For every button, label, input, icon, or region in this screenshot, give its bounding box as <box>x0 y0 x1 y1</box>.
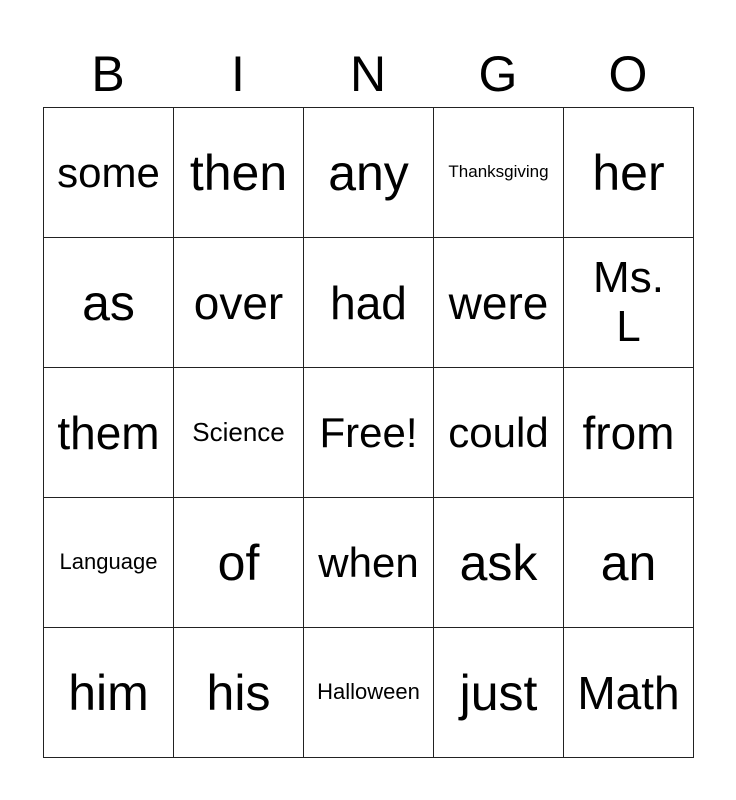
bingo-cell[interactable] <box>304 368 434 498</box>
bingo-cell[interactable] <box>174 628 304 758</box>
bingo-board <box>43 107 694 758</box>
bingo-cell[interactable] <box>564 498 694 628</box>
header-letter-n: N <box>349 46 387 102</box>
header-letter-o: O <box>608 46 648 102</box>
bingo-cell[interactable] <box>304 238 434 368</box>
cell-word: his <box>206 664 271 721</box>
cell-word: them <box>57 406 160 459</box>
bingo-cell[interactable] <box>304 498 434 628</box>
board-row <box>44 368 694 498</box>
bingo-cell[interactable] <box>174 108 304 238</box>
cell-word: just <box>459 664 538 721</box>
board-row <box>44 628 694 758</box>
cell-word: an <box>600 534 657 591</box>
bingo-cell[interactable] <box>44 628 174 758</box>
bingo-cell[interactable] <box>434 498 564 628</box>
cell-word: him <box>68 664 149 721</box>
bingo-cell[interactable] <box>564 628 694 758</box>
bingo-cell[interactable] <box>174 238 304 368</box>
bingo-cell[interactable] <box>564 368 694 498</box>
cell-word: Ms. L <box>593 253 664 351</box>
cell-word: Math <box>577 666 680 719</box>
cell-word: Thanksgiving <box>448 162 549 181</box>
cell-word: were <box>448 276 549 329</box>
cell-word: when <box>318 538 419 586</box>
bingo-cell[interactable] <box>304 628 434 758</box>
bingo-cell[interactable] <box>564 108 694 238</box>
cell-word: Science <box>192 417 285 447</box>
cell-word: over <box>193 276 284 329</box>
bingo-cell[interactable] <box>434 238 564 368</box>
bingo-cell[interactable] <box>44 368 174 498</box>
board-row <box>44 498 694 628</box>
bingo-cell[interactable] <box>304 108 434 238</box>
cell-word: had <box>330 276 407 329</box>
cell-word: of <box>217 534 260 591</box>
bingo-cell[interactable] <box>174 498 304 628</box>
cell-word: could <box>448 408 549 456</box>
bingo-cell[interactable] <box>44 108 174 238</box>
bingo-cell[interactable] <box>434 368 564 498</box>
header-letter-g: G <box>478 46 518 102</box>
bingo-cell[interactable] <box>44 238 174 368</box>
cell-word: from <box>582 406 675 459</box>
cell-word: as <box>82 274 135 331</box>
cell-word: some <box>57 148 160 196</box>
bingo-cell[interactable] <box>564 238 694 368</box>
board-row <box>44 238 694 368</box>
cell-word: Language <box>59 549 158 574</box>
header-letter-b: B <box>91 46 125 102</box>
board-row <box>44 108 694 238</box>
cell-word: Free! <box>319 408 418 456</box>
cell-word: her <box>592 144 665 201</box>
bingo-header <box>43 42 693 106</box>
header-letter-i: I <box>231 46 245 102</box>
cell-word: then <box>189 144 288 201</box>
bingo-cell[interactable] <box>174 368 304 498</box>
cell-word: any <box>328 144 409 201</box>
bingo-cell[interactable] <box>44 498 174 628</box>
bingo-cell[interactable] <box>434 108 564 238</box>
cell-word: Halloween <box>317 679 420 704</box>
bingo-cell[interactable] <box>434 628 564 758</box>
cell-word: ask <box>459 534 538 591</box>
